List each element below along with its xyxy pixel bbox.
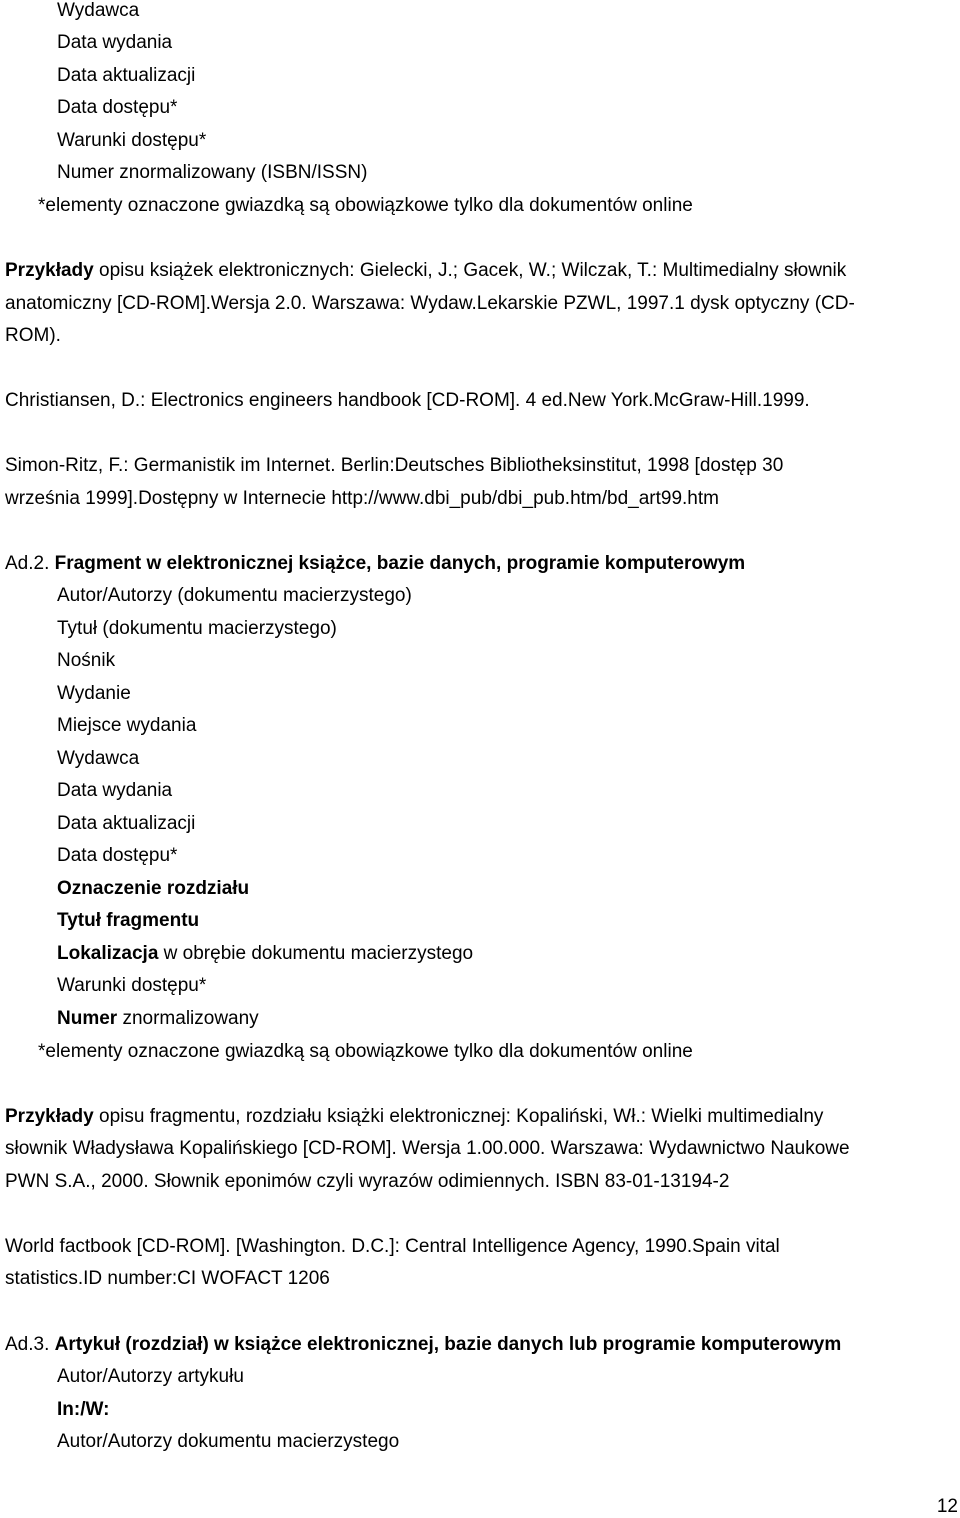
list-item: Data wydania [57,780,173,801]
example-paragraph-4 [5,1106,823,1128]
example-paragraph-1 [5,260,846,282]
list-item: Wydanie [57,683,131,704]
list-item: Warunki dostępu* [57,975,207,996]
list-item: Wydawca [57,748,140,769]
list-item: Autor/Autorzy (dokumentu macierzystego) [57,585,412,606]
list-item-publisher: Wydawca [57,0,140,21]
list-item: Autor/Autorzy artykułu [57,1366,244,1387]
example-line: PWN S.A., 2000. Słownik eponimów czyli wyrazów odimiennych. ISBN 83-01-13194-2 [5,1171,730,1192]
section-prefix: Ad.2. [5,553,55,574]
example-line: anatomiczny [CD-ROM].Wersja 2.0. Warszawa: Wydaw.Lekarskie PZWL, 1997.1 dysk optyczny (CD- [5,293,855,314]
mandatory-note: *elementy oznaczone gwiazdką są obowiązkowe tylko dla dokumentów online [38,195,693,216]
section-heading-ad2 [5,553,745,575]
example-text: opisu fragmentu, rozdziału książki elektronicznej: Kopaliński, Wł.: Wielki multimedialny [93,1106,824,1127]
example-line: słownik Władysława Kopalińskiego [CD-ROM]. Wersja 1.00.000. Warszawa: Wydawnictwo Naukowe [5,1138,850,1159]
list-item-access-date: Data dostępu* [57,97,178,118]
list-item-standard-number [57,1008,259,1030]
examples-label: Przykłady [5,1106,94,1127]
section-title: Artykuł (rozdział) w książce elektronicznej, bazie danych lub programie komputerowym [54,1334,842,1355]
examples-label: Przykłady [5,260,94,281]
example-paragraph-2: Christiansen, D.: Electronics engineers handbook [CD-ROM]. 4 ed.New York.McGraw-Hill.1999. [5,390,810,411]
list-item-update-date: Data aktualizacji [57,65,196,86]
list-item: Autor/Autorzy dokumentu macierzystego [57,1431,400,1452]
location-label: Lokalizacja [57,943,159,964]
mandatory-note: *elementy oznaczone gwiazdką są obowiązkowe tylko dla dokumentów online [38,1041,693,1062]
example-paragraph-3: Simon-Ritz, F.: Germanistik im Internet. Berlin:Deutsches Bibliotheksinstitut, 1998 [dostęp 30 [5,455,784,476]
location-text: w obrębie dokumentu macierzystego [158,943,474,964]
list-item-access-conditions: Warunki dostępu* [57,130,207,151]
list-item-location [57,943,473,965]
list-item-fragment-title: Tytuł fragmentu [57,910,200,931]
page-number: 12 [936,1496,958,1517]
list-item: Data dostępu* [57,845,178,866]
number-text: znormalizowany [117,1008,259,1029]
list-item-chapter-designation: Oznaczenie rozdziału [57,878,250,899]
example-line: statistics.ID number:CI WOFACT 1206 [5,1268,330,1289]
section-prefix: Ad.3. [5,1334,55,1355]
example-line: ROM). [5,325,61,346]
list-item: Data aktualizacji [57,813,196,834]
list-item: Tytuł (dokumentu macierzystego) [57,618,337,639]
list-item: Nośnik [57,650,116,671]
list-item-publication-date: Data wydania [57,32,173,53]
example-text: opisu książek elektronicznych: Gielecki, J.; Gacek, W.; Wilczak, T.: Multimedialny słownik [93,260,847,281]
example-line: września 1999].Dostępny w Internecie http://www.dbi_pub/dbi_pub.htm/bd_art99.htm [5,488,719,509]
list-item-standard-number: Numer znormalizowany (ISBN/ISSN) [57,162,368,183]
example-paragraph-5: World factbook [CD-ROM]. [Washington. D.C.]: Central Intelligence Agency, 1990.Spain vital [5,1236,780,1257]
section-heading-ad3 [5,1334,841,1356]
list-item: Miejsce wydania [57,715,197,736]
list-item-in: In:/W: [57,1399,110,1420]
section-title: Fragment w elektronicznej książce, bazie danych, programie komputerowym [54,553,746,574]
number-label: Numer [57,1008,118,1029]
